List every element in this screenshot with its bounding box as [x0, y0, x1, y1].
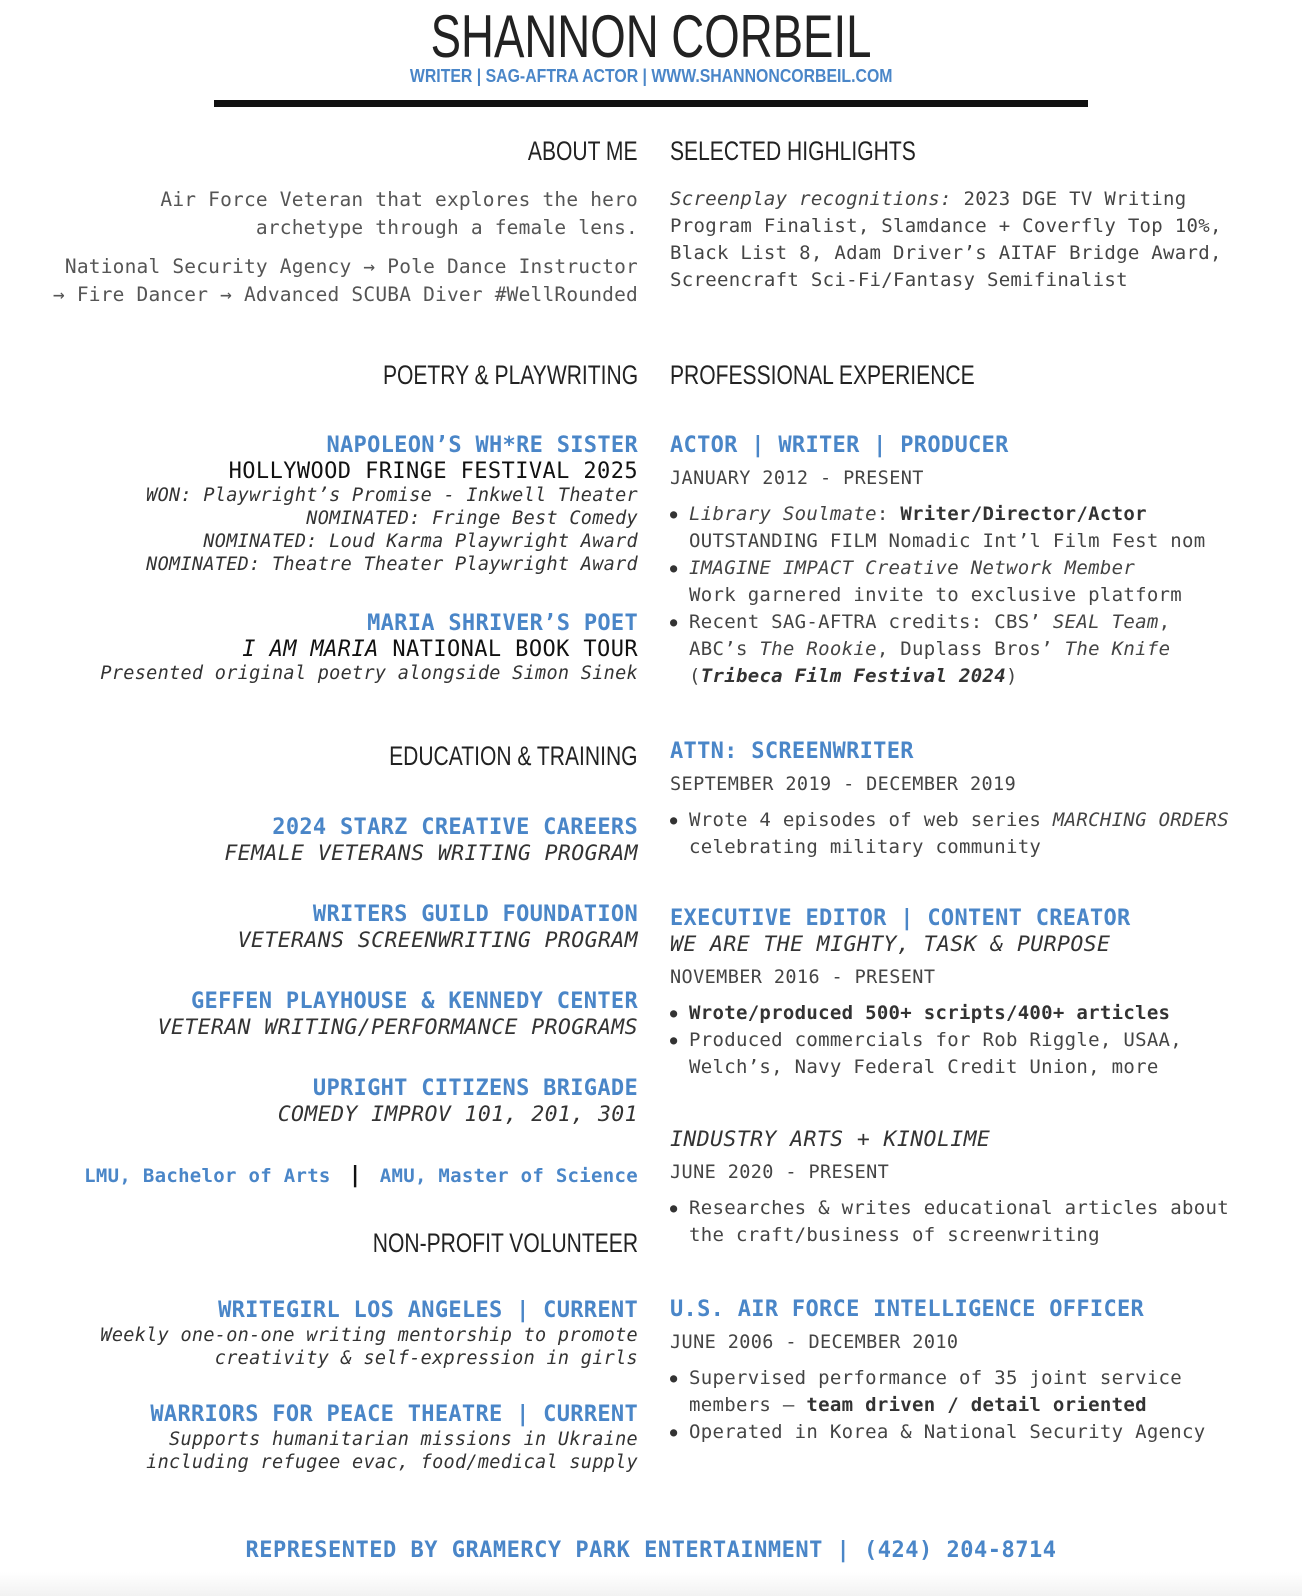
section-heading-about: ABOUT ME — [528, 136, 638, 166]
job-dates: JUNE 2006 - DECEMBER 2010 — [670, 1332, 959, 1353]
job-dates: JANUARY 2012 - PRESENT — [670, 468, 924, 489]
resume-name: SHANNON CORBEIL — [430, 3, 872, 70]
section-heading-poetry: POETRY & PLAYWRITING — [382, 360, 638, 390]
poetry-item: MARIA SHRIVER’S POET I AM MARIA NATIONAL BOOK TOUR Presented original poetry alongside Simon Sinek — [100, 611, 638, 684]
job-dates: JUNE 2020 - PRESENT — [670, 1162, 890, 1183]
representation-footer: REPRESENTED BY GRAMERCY PARK ENTERTAINMENT | (424) 204-8714 — [245, 1538, 1057, 1563]
education-item: GEFFEN PLAYHOUSE & KENNEDY CENTER VETERAN WRITING/PERFORMANCE PROGRAMS — [157, 989, 638, 1040]
degrees: LMU, Bachelor of Arts | AMU, Master of Science — [84, 1163, 638, 1188]
job-dates: SEPTEMBER 2019 - DECEMBER 2019 — [670, 774, 1017, 795]
job-entry — [670, 739, 1229, 861]
page-edge-shadow — [0, 1572, 1302, 1596]
volunteer-item: WARRIORS FOR PEACE THEATRE | CURRENT Supports humanitarian missions in Ukraine including refugee evac, food/medical supply — [146, 1402, 638, 1473]
section-heading-volunteer: NON-PROFIT VOLUNTEER — [372, 1228, 638, 1258]
job-title: EXECUTIVE EDITOR | CONTENT CREATOR — [670, 906, 1131, 931]
job-bullets: ● Researches & writes educational articles about the craft/business of screenwriting — [670, 1195, 1229, 1249]
education-item: UPRIGHT CITIZENS BRIGADE COMEDY IMPROV 101, 201, 301 — [277, 1076, 638, 1127]
highlights-text: Screenplay recognitions: 2023 DGE TV Writing Program Finalist, Slamdance + Coverfly Top 10%, Black List 8, Adam Driver’s AITAF Bridge Award, Screencraft Sci-Fi/Fantasy Semifinalist — [670, 188, 1222, 291]
section-heading-education: EDUCATION & TRAINING — [389, 741, 638, 771]
poetry-title: MARIA SHRIVER’S POET — [367, 611, 638, 636]
job-title: U.S. AIR FORCE INTELLIGENCE OFFICER — [670, 1297, 1145, 1322]
job-entry — [670, 433, 1206, 690]
job-bullets: ● Supervised performance of 35 joint service members — team driven / detail oriented ● Operated in Korea & National Security Agency — [670, 1365, 1206, 1446]
job-title: ACTOR | WRITER | PRODUCER — [670, 433, 1009, 458]
job-bullets: ● Wrote 4 episodes of web series MARCHING ORDERS celebrating military community — [670, 807, 1229, 861]
poetry-venue: HOLLYWOOD FRINGE FESTIVAL 2025 — [228, 459, 638, 484]
volunteer-item: WRITEGIRL LOS ANGELES | CURRENT Weekly one-on-one writing mentorship to promote creativity & self-expression in girls — [100, 1298, 638, 1369]
education-item: WRITERS GUILD FOUNDATION VETERANS SCREENWRITING PROGRAM — [237, 902, 638, 953]
job-dates: NOVEMBER 2016 - PRESENT — [670, 967, 936, 988]
job-entry — [670, 1127, 1229, 1249]
about-text: Air Force Veteran that explores the hero archetype through a female lens. National Security Agency → Pole Dance Instructor → Fire Dancer → Advanced SCUBA Diver #WellRounded — [52, 188, 638, 306]
job-bullets: ● Library Soulmate: Writer/Director/Actor OUTSTANDING FILM Nomadic Int’l Film Fest nom ● IMAGINE IMPACT Creative Network Member Work garnered invite to exclusive platform ● Recent SAG-AFTRA credits: CBS’ SEAL Team, ABC’s The Rookie, Duplass Bros’ The Knife (Tribeca Film Festival 2024) — [670, 501, 1206, 690]
job-entry — [670, 1297, 1206, 1446]
job-subtitle: WE ARE THE MIGHTY, TASK & PURPOSE — [670, 932, 1111, 957]
section-heading-experience: PROFESSIONAL EXPERIENCE — [670, 360, 975, 390]
job-entry — [670, 906, 1182, 1081]
poetry-venue: I AM MARIA NATIONAL BOOK TOUR — [242, 637, 638, 662]
poetry-item: NAPOLEON’S WH*RE SISTER HOLLYWOOD FRINGE FESTIVAL 2025 WON: Playwright’s Promise - Inkwell Theater NOMINATED: Fringe Best Comedy NOMINATED: Loud Karma Playwright Award NOMINATED: Theatre Theater Playwright Award — [146, 433, 638, 575]
job-title: ATTN: SCREENWRITER — [670, 739, 914, 764]
header-divider — [214, 100, 1088, 107]
education-item: 2024 STARZ CREATIVE CAREERS FEMALE VETERANS WRITING PROGRAM — [224, 815, 638, 866]
job-title: INDUSTRY ARTS + KINOLIME — [670, 1127, 991, 1152]
job-bullets: ● Wrote/produced 500+ scripts/400+ articles ● Produced commercials for Rob Riggle, USAA, Welch’s, Navy Federal Credit Union, more — [670, 1000, 1182, 1081]
section-heading-highlights: SELECTED HIGHLIGHTS — [670, 136, 916, 166]
poetry-title: NAPOLEON’S WH*RE SISTER — [326, 433, 638, 458]
tagline: WRITER | SAG-AFTRA ACTOR | WWW.SHANNONCORBEIL.COM — [409, 66, 893, 86]
